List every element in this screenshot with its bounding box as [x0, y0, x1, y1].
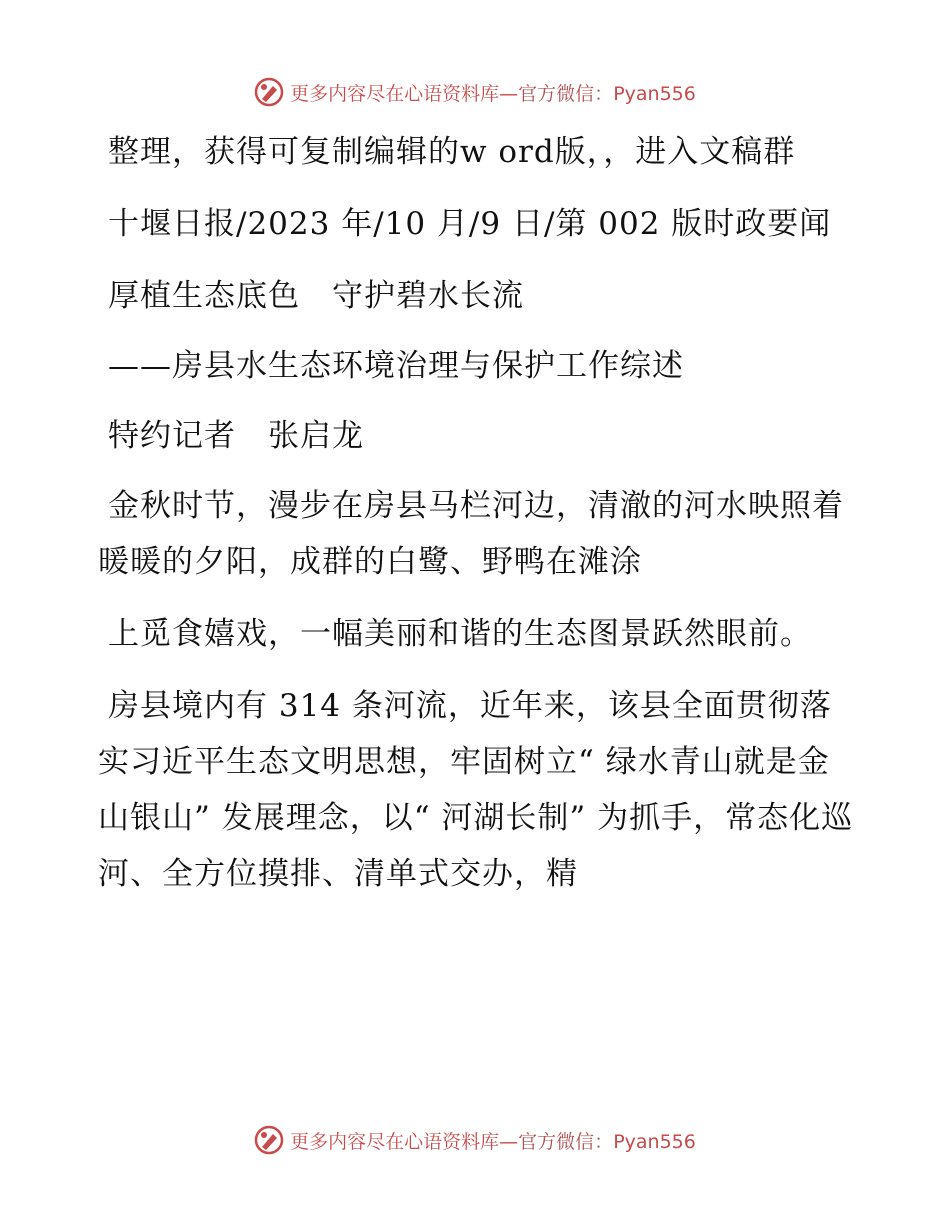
header-watermark — [0, 72, 950, 112]
watermark-separator: — — [499, 1130, 519, 1153]
watermark-separator: — — [499, 82, 519, 105]
watermark-text — [290, 79, 696, 106]
watermark-account: Pyan556 — [613, 1130, 696, 1153]
article-byline: 特约记者 张启龙 — [108, 418, 364, 454]
paragraph-intro: 整理，获得可复制编辑的w ord版，，进入文稿群 — [108, 134, 796, 170]
watermark-text — [290, 1127, 696, 1154]
paragraph-source: 十堰日报/2023 年/10 月/9 日/第 002 版时政要闻 — [108, 206, 832, 242]
article-title: 厚植生态底色 守护碧水长流 — [108, 278, 524, 314]
paragraph-body: 上觅食嬉戏，一幅美丽和谐的生态图景跃然眼前。 — [108, 616, 812, 652]
paragraph-body: 房县境内有 314 条河流，近年来，该县全面贯彻落实习近平生态文明思想，牢固树立“ 绿水青山就是金山银山” 发展理念，以“ 河湖长制” 为抓手，常态化巡河、全方位摸排、清单式交办，精 — [98, 688, 854, 892]
article-subtitle: ——房县水生态环境治理与保护工作综述 — [108, 348, 684, 384]
pen-logo-icon — [254, 77, 284, 107]
watermark-brand: 更多内容尽在心语资料库 — [290, 1130, 500, 1153]
footer-watermark — [0, 1120, 950, 1160]
watermark-label: 官方微信： — [518, 82, 614, 105]
watermark-account: Pyan556 — [613, 82, 696, 105]
watermark-label: 官方微信： — [518, 1130, 614, 1153]
watermark-brand: 更多内容尽在心语资料库 — [290, 82, 500, 105]
paragraph-body: 金秋时节，漫步在房县马栏河边，清澈的河水映照着暖暖的夕阳，成群的白鹭、野鸭在滩涂 — [98, 488, 844, 580]
pen-logo-icon — [254, 1125, 284, 1155]
document-body — [98, 124, 858, 918]
